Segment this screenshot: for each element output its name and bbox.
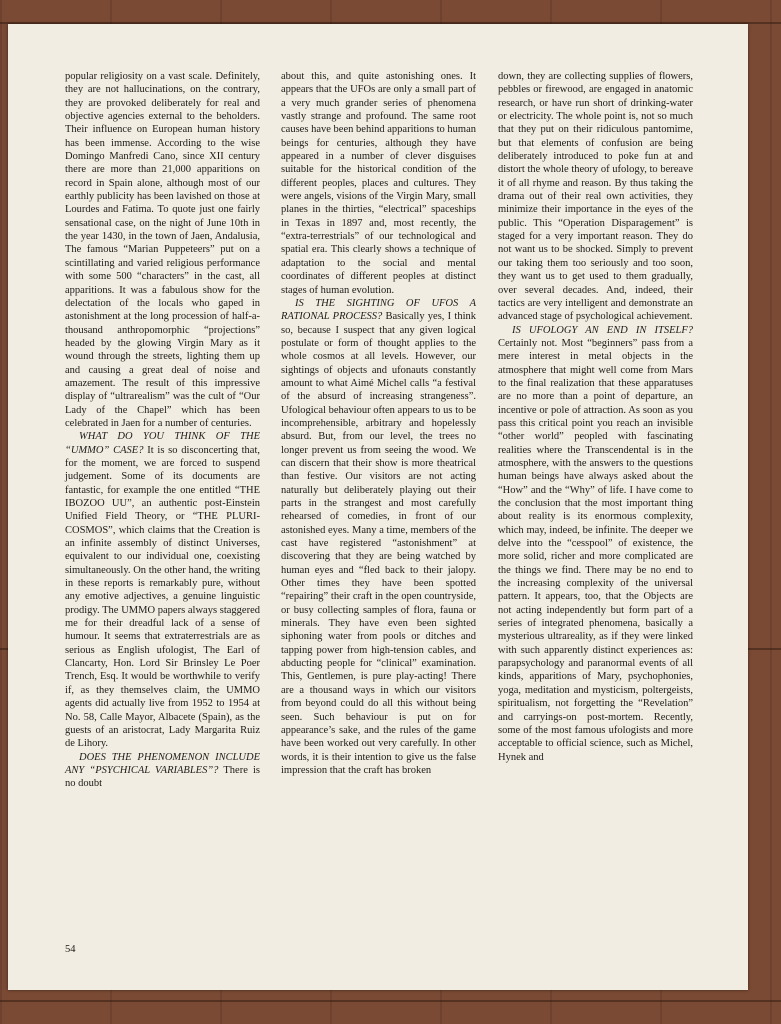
paragraph: popular religiosity on a vast scale. Definitely, they are not hallucinations, on the contrary, they are provoked deliberately for real and objective agencies external to the beholders. Their influence on European human history has been immense. According to the wise Domingo Manfredi Cano, since XII century there are more than 21,000 apparitions on record in Spain alone, although most of our earthly publicity has been lavished on those at Lourdes and Fatima. To quote just one fairly sensational case, on the night of June 10th in the year 1430, in the town of Jaen, Andalusia, The famous “Marian Puppeteers” put on a scintillating and varied religious performance with some 500 “characters” in the cast, all apparitions. It was a fabulous show for the delectation of the locals who gaped in astonishment at the long procession of half-a-thousand anthropomorphic “projections” headed by the glowing Virgin Mary as it wound through the streets, lighting them up and causing a great deal of noise and amazement. The result of this impressive display of “ultrarealism” was the cult of “Our Lady of the Chapel” which has been celebrated in Jaen for a number of centuries. <box>65 71 260 429</box>
question-heading: IS UFOLOGY AN END IN ITSELF? <box>512 324 693 336</box>
table-edge-bottom <box>0 1000 781 1002</box>
question-heading: DOES THE PHENOMENON INCLUDE ANY “PSYCHICAL VARIABLES”? <box>65 751 260 776</box>
paragraph: down, they are collecting supplies of flowers, pebbles or firewood, are engaged in anatomic research, or have run short of drinking-water or electricity. The whole point is, not so much that they put on their ridiculous pantomime, but that elements of confusion are being deliberately introduced to poke fun at and distort the whole theory of ufology, to bereave it of all rhyme and reason. By thus taking the drama out of their real own activities, they minimize their importance in the eyes of the public. This “Operation Disparagement” is staged for a very important reason. They do not want us to be shocked. Simply to prevent our taking them too seriously and too soon, they want us to get used to them gradually, over several decades. And, indeed, their tactics are very intelligent and demonstrate an advanced stage of psychological achievement. <box>498 71 693 323</box>
page-number: 54 <box>65 944 76 955</box>
paragraph: IS UFOLOGY AN END IN ITSELF? Certainly not. Most “beginners” pass from a mere interest in metal objects in the atmosphere that might well come from Mars to the final realization that these apparatuses are no more than a point of departure, an incentive or pole of attraction. As soon as you pass this critical point you reach an invisible “other world” peopled with fascinating realities where the Transcendental is in the atmosphere, with the answers to the questions human beings have always asked about the “How” and the “Why” of life. I have come to the conclusion that the most important thing about reality is its enormous complexity, which may, indeed, be infinite. The deeper we delve into the “cesspool” of existence, the more solid, richer and more complicated are the things we find. There may be no end to the increasing complexity of the universal pattern. It appears, too, that the Objects are not acting independently but form part of a series of integrated phenomena, basically a mysterious ultrareality, as if they were linked with such apparently distinct experiences as: parapsychology and paranormal events of all kinds, apparitions of Mary, psychophonies, yoga, meditation and mysticism, poltergeists, spiritualism, not forgetting the “Revelation” and carryings-on post-mortem. Recently, some of the most famous ufologists and more acceptable to official science, such as Michel, Hynek and <box>498 324 693 763</box>
text-column-2 <box>281 70 476 777</box>
text-column-3 <box>498 70 693 764</box>
question-heading: IS THE SIGHTING OF UFOS A RATIONAL PROCESS? <box>281 297 476 323</box>
text-column-1 <box>65 70 260 791</box>
paragraph: WHAT DO YOU THINK OF THE “UMMO” CASE? It is so disconcerting that, for the moment, we are forced to suspend judgement. Some of its documents are fantastic, for example the one entitled “THE IBOZOO UU”, an authentic post-Einstein Unified Field Theory, or “THE PLURI-COSMOS”, which claims that the Creation is an infinite assembly of distinct Universes, equivalent to our individual one, coexisting simultaneously. On the other hand, the writing in these reports is remarkably pure, without any emotive adjectives, a genuine linguistic prodigy. The UMMO papers always staggered me for their dreadful lack of a sense of humour. It seems that extraterrestrials are as serious as English ufologist, The Earl of Clancarty, Hon. Lord Sir Brinsley Le Poer Trench, Esq. It would be worthwhile to verify if, as they themselves claim, the UMMO agents did actually live from 1952 to 1954 at No. 58, Calle Mayor, Albacete (Spain), as the guests of an aristocrat, Lady Margarita Ruiz de Lihory. <box>65 431 260 750</box>
magazine-page <box>8 24 748 990</box>
paragraph: DOES THE PHENOMENON INCLUDE ANY “PSYCHICAL VARIABLES”? There is no doubt <box>65 751 260 790</box>
paragraph: IS THE SIGHTING OF UFOS A RATIONAL PROCESS? Basically yes, I think so, because I suspect that any given logical postulate or form of thought applies to the whole cosmos at all levels. However, our sightings of objects and ufonauts constantly amount to what Aimé Michel calls “a festival of the absurd of increasing strangeness”. Ufological behaviour often appears to us to be incomprehensible, arbitrary and hopelessly absurd. But, from our level, the trees no longer prevent us from seeing the wood. We can discern that their show is more theatrical than festive. Our visitors are not acting naturally but deliberately playing out their parts in the strangest and most carefully rehearsed of comedies, in front of our astonished eyes. Many a time, members of the cast have registered “astonishment” at discovering that they are being watched by human eyes and “fled back to their jalopy. Other times they have been spotted “repairing” their craft in the open countryside, or busy collecting samples of flora, fauna or minerals. They have even been sighted siphoning water from pools or ditches and tapping power from high-tension cables, and abducting people for “clinical” examination. This, Gentlemen, is pure play-acting! There are a thousand ways in which our visitors from beyond could do all this without being seen. Such behaviour is put on for appearance’s sake, and the rules of the game have been worked out very carefully. In other words, it is their intention to give us the false impression that the craft has broken <box>281 297 476 776</box>
paragraph: about this, and quite astonishing ones. It appears that the UFOs are only a small part of a very much grander series of phenomena vastly strange and profound. The same root causes have been behind apparitions to human beings for centuries, although they have appeared in a number of clever disguises suitable for the historical condition of the different peoples, places and cultures. They were angels, visions of the Virgin Mary, small planes in the thirties, “electrical” spaceships in Texas in 1897 and, most recently, the “extra-terrestrials” of our technological and spatial era. This clearly shows a technique of adaptation to the social and mental coordinates of different peoples at distinct stages of human evolution. <box>281 71 476 296</box>
question-heading: WHAT DO YOU THINK OF THE “UMMO” CASE? <box>65 431 260 456</box>
